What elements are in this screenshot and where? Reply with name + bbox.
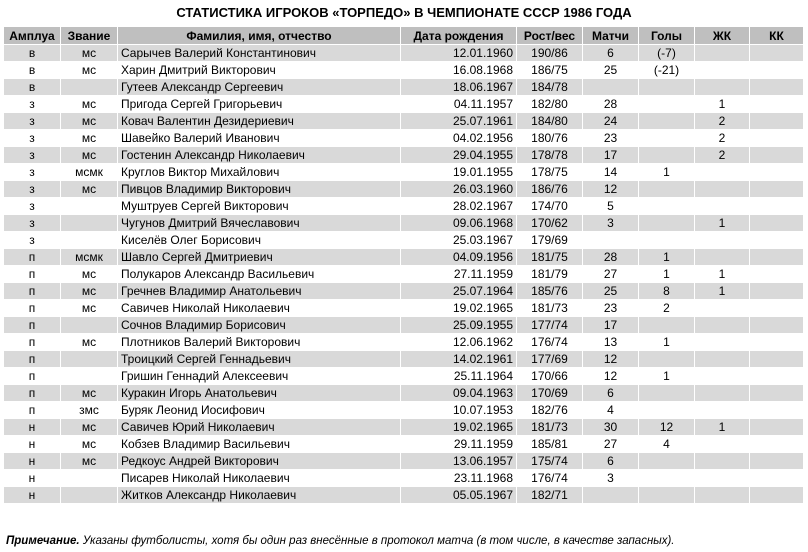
yellow-cards-cell xyxy=(695,351,750,368)
matches-cell: 25 xyxy=(583,62,639,79)
yellow-cards-cell: 1 xyxy=(695,96,750,113)
red-cards-cell xyxy=(750,79,804,96)
goals-cell: 1 xyxy=(639,334,695,351)
rank-cell: змс xyxy=(61,402,118,419)
header-birthdate: Дата рождения xyxy=(401,27,517,45)
name-cell: Писарев Николай Николаевич xyxy=(118,470,401,487)
height-weight-cell: 176/74 xyxy=(517,334,583,351)
header-row xyxy=(4,27,804,45)
goals-cell xyxy=(639,79,695,96)
yellow-cards-cell xyxy=(695,436,750,453)
table-row xyxy=(4,45,804,62)
red-cards-cell xyxy=(750,419,804,436)
rank-cell: мс xyxy=(61,419,118,436)
goals-cell: 4 xyxy=(639,436,695,453)
birthdate-cell: 27.11.1959 xyxy=(401,266,517,283)
name-cell: Троицкий Сергей Геннадьевич xyxy=(118,351,401,368)
name-cell: Пригода Сергей Григорьевич xyxy=(118,96,401,113)
yellow-cards-cell: 1 xyxy=(695,266,750,283)
goals-cell: (-7) xyxy=(639,45,695,62)
name-cell: Буряк Леонид Иосифович xyxy=(118,402,401,419)
birthdate-cell: 14.02.1961 xyxy=(401,351,517,368)
rank-cell: мс xyxy=(61,45,118,62)
matches-cell: 30 xyxy=(583,419,639,436)
rank-cell xyxy=(61,198,118,215)
table-row xyxy=(4,453,804,470)
red-cards-cell xyxy=(750,62,804,79)
role-cell: з xyxy=(4,113,61,130)
table-row xyxy=(4,334,804,351)
matches-cell: 6 xyxy=(583,45,639,62)
role-cell: в xyxy=(4,62,61,79)
birthdate-cell: 28.02.1967 xyxy=(401,198,517,215)
height-weight-cell: 176/74 xyxy=(517,470,583,487)
table-row xyxy=(4,368,804,385)
yellow-cards-cell xyxy=(695,368,750,385)
role-cell: п xyxy=(4,368,61,385)
yellow-cards-cell xyxy=(695,45,750,62)
goals-cell xyxy=(639,453,695,470)
red-cards-cell xyxy=(750,470,804,487)
header-rank: Звание xyxy=(61,27,118,45)
goals-cell: 1 xyxy=(639,249,695,266)
yellow-cards-cell xyxy=(695,453,750,470)
role-cell: н xyxy=(4,470,61,487)
matches-cell xyxy=(583,232,639,249)
matches-cell xyxy=(583,79,639,96)
red-cards-cell xyxy=(750,436,804,453)
rank-cell: мсмк xyxy=(61,249,118,266)
height-weight-cell: 184/78 xyxy=(517,79,583,96)
matches-cell: 14 xyxy=(583,164,639,181)
goals-cell: 1 xyxy=(639,368,695,385)
birthdate-cell: 12.06.1962 xyxy=(401,334,517,351)
header-matches: Матчи xyxy=(583,27,639,45)
name-cell: Харин Дмитрий Викторович xyxy=(118,62,401,79)
table-row xyxy=(4,402,804,419)
rank-cell: мс xyxy=(61,283,118,300)
red-cards-cell xyxy=(750,130,804,147)
yellow-cards-cell xyxy=(695,198,750,215)
birthdate-cell: 05.05.1967 xyxy=(401,487,517,504)
height-weight-cell: 181/73 xyxy=(517,300,583,317)
role-cell: п xyxy=(4,283,61,300)
name-cell: Редкоус Андрей Викторович xyxy=(118,453,401,470)
rank-cell: мс xyxy=(61,300,118,317)
goals-cell: 1 xyxy=(639,266,695,283)
matches-cell xyxy=(583,487,639,504)
role-cell: з xyxy=(4,198,61,215)
yellow-cards-cell: 1 xyxy=(695,419,750,436)
birthdate-cell: 04.11.1957 xyxy=(401,96,517,113)
table-row xyxy=(4,130,804,147)
goals-cell: (-21) xyxy=(639,62,695,79)
role-cell: п xyxy=(4,402,61,419)
table-row xyxy=(4,300,804,317)
goals-cell: 2 xyxy=(639,300,695,317)
matches-cell: 12 xyxy=(583,181,639,198)
red-cards-cell xyxy=(750,487,804,504)
role-cell: н xyxy=(4,487,61,504)
role-cell: п xyxy=(4,385,61,402)
goals-cell xyxy=(639,113,695,130)
yellow-cards-cell: 2 xyxy=(695,147,750,164)
table-row xyxy=(4,147,804,164)
table-body xyxy=(4,45,804,504)
height-weight-cell: 181/73 xyxy=(517,419,583,436)
red-cards-cell xyxy=(750,96,804,113)
name-cell: Гришин Геннадий Алексеевич xyxy=(118,368,401,385)
birthdate-cell: 25.11.1964 xyxy=(401,368,517,385)
birthdate-cell: 16.08.1968 xyxy=(401,62,517,79)
rank-cell: мс xyxy=(61,147,118,164)
table-row xyxy=(4,487,804,504)
header-red-cards: КК xyxy=(750,27,804,45)
matches-cell: 25 xyxy=(583,283,639,300)
birthdate-cell: 19.01.1955 xyxy=(401,164,517,181)
table-row xyxy=(4,266,804,283)
birthdate-cell: 29.04.1955 xyxy=(401,147,517,164)
yellow-cards-cell: 2 xyxy=(695,130,750,147)
height-weight-cell: 170/69 xyxy=(517,385,583,402)
matches-cell: 28 xyxy=(583,96,639,113)
birthdate-cell: 12.01.1960 xyxy=(401,45,517,62)
birthdate-cell: 09.04.1963 xyxy=(401,385,517,402)
table-row xyxy=(4,249,804,266)
goals-cell xyxy=(639,181,695,198)
table-row xyxy=(4,419,804,436)
goals-cell xyxy=(639,215,695,232)
header-height-weight: Рост/вес xyxy=(517,27,583,45)
yellow-cards-cell xyxy=(695,470,750,487)
rank-cell: мс xyxy=(61,181,118,198)
goals-cell xyxy=(639,487,695,504)
yellow-cards-cell xyxy=(695,402,750,419)
red-cards-cell xyxy=(750,283,804,300)
table-row xyxy=(4,232,804,249)
role-cell: в xyxy=(4,79,61,96)
birthdate-cell: 25.09.1955 xyxy=(401,317,517,334)
height-weight-cell: 170/62 xyxy=(517,215,583,232)
matches-cell: 6 xyxy=(583,385,639,402)
height-weight-cell: 181/75 xyxy=(517,249,583,266)
red-cards-cell xyxy=(750,249,804,266)
red-cards-cell xyxy=(750,334,804,351)
height-weight-cell: 170/66 xyxy=(517,368,583,385)
yellow-cards-cell xyxy=(695,334,750,351)
yellow-cards-cell xyxy=(695,317,750,334)
name-cell: Муштруев Сергей Викторович xyxy=(118,198,401,215)
matches-cell: 23 xyxy=(583,300,639,317)
role-cell: п xyxy=(4,266,61,283)
role-cell: з xyxy=(4,215,61,232)
red-cards-cell xyxy=(750,317,804,334)
goals-cell xyxy=(639,385,695,402)
birthdate-cell: 04.02.1956 xyxy=(401,130,517,147)
birthdate-cell: 18.06.1967 xyxy=(401,79,517,96)
rank-cell: мс xyxy=(61,130,118,147)
matches-cell: 17 xyxy=(583,317,639,334)
goals-cell: 12 xyxy=(639,419,695,436)
birthdate-cell: 25.07.1961 xyxy=(401,113,517,130)
rank-cell xyxy=(61,232,118,249)
goals-cell xyxy=(639,470,695,487)
height-weight-cell: 180/76 xyxy=(517,130,583,147)
role-cell: п xyxy=(4,300,61,317)
table-row xyxy=(4,62,804,79)
height-weight-cell: 185/81 xyxy=(517,436,583,453)
name-cell: Савичев Николай Николаевич xyxy=(118,300,401,317)
rank-cell: мс xyxy=(61,113,118,130)
role-cell: п xyxy=(4,249,61,266)
height-weight-cell: 181/79 xyxy=(517,266,583,283)
matches-cell: 3 xyxy=(583,215,639,232)
red-cards-cell xyxy=(750,198,804,215)
yellow-cards-cell xyxy=(695,249,750,266)
birthdate-cell: 25.03.1967 xyxy=(401,232,517,249)
matches-cell: 12 xyxy=(583,351,639,368)
goals-cell: 8 xyxy=(639,283,695,300)
name-cell: Полукаров Александр Васильевич xyxy=(118,266,401,283)
goals-cell xyxy=(639,198,695,215)
height-weight-cell: 178/75 xyxy=(517,164,583,181)
name-cell: Житков Александр Николаевич xyxy=(118,487,401,504)
matches-cell: 24 xyxy=(583,113,639,130)
red-cards-cell xyxy=(750,147,804,164)
red-cards-cell xyxy=(750,453,804,470)
rank-cell: мс xyxy=(61,334,118,351)
yellow-cards-cell: 1 xyxy=(695,215,750,232)
yellow-cards-cell xyxy=(695,487,750,504)
birthdate-cell: 13.06.1957 xyxy=(401,453,517,470)
name-cell: Шавейко Валерий Иванович xyxy=(118,130,401,147)
matches-cell: 17 xyxy=(583,147,639,164)
red-cards-cell xyxy=(750,181,804,198)
role-cell: з xyxy=(4,147,61,164)
role-cell: н xyxy=(4,436,61,453)
red-cards-cell xyxy=(750,351,804,368)
role-cell: з xyxy=(4,181,61,198)
name-cell: Гречнев Владимир Анатольевич xyxy=(118,283,401,300)
height-weight-cell: 182/71 xyxy=(517,487,583,504)
name-cell: Сарычев Валерий Константинович xyxy=(118,45,401,62)
matches-cell: 13 xyxy=(583,334,639,351)
role-cell: з xyxy=(4,96,61,113)
height-weight-cell: 184/80 xyxy=(517,113,583,130)
table-row xyxy=(4,351,804,368)
matches-cell: 12 xyxy=(583,368,639,385)
yellow-cards-cell: 2 xyxy=(695,113,750,130)
red-cards-cell xyxy=(750,385,804,402)
table-row xyxy=(4,317,804,334)
goals-cell xyxy=(639,130,695,147)
table-row xyxy=(4,79,804,96)
birthdate-cell: 29.11.1959 xyxy=(401,436,517,453)
header-goals: Голы xyxy=(639,27,695,45)
birthdate-cell: 25.07.1964 xyxy=(401,283,517,300)
rank-cell: мс xyxy=(61,62,118,79)
yellow-cards-cell xyxy=(695,181,750,198)
rank-cell xyxy=(61,317,118,334)
goals-cell: 1 xyxy=(639,164,695,181)
rank-cell xyxy=(61,351,118,368)
name-cell: Чугунов Дмитрий Вячеславович xyxy=(118,215,401,232)
player-stats-table xyxy=(3,26,804,504)
rank-cell xyxy=(61,470,118,487)
red-cards-cell xyxy=(750,300,804,317)
red-cards-cell xyxy=(750,266,804,283)
matches-cell: 27 xyxy=(583,266,639,283)
footnote-text: Указаны футболисты, хотя бы один раз внесённые в протокол матча (в том числе, в качестве запасных). xyxy=(82,535,675,547)
goals-cell xyxy=(639,351,695,368)
table-row xyxy=(4,164,804,181)
page-title: СТАТИСТИКА ИГРОКОВ «ТОРПЕДО» В ЧЕМПИОНАТЕ СССР 1986 ГОДА xyxy=(176,5,632,20)
table-row xyxy=(4,113,804,130)
goals-cell xyxy=(639,317,695,334)
name-cell: Кобзев Владимир Васильевич xyxy=(118,436,401,453)
yellow-cards-cell xyxy=(695,62,750,79)
red-cards-cell xyxy=(750,402,804,419)
table-row xyxy=(4,436,804,453)
matches-cell: 5 xyxy=(583,198,639,215)
height-weight-cell: 177/74 xyxy=(517,317,583,334)
matches-cell: 6 xyxy=(583,453,639,470)
birthdate-cell: 26.03.1960 xyxy=(401,181,517,198)
rank-cell: мсмк xyxy=(61,164,118,181)
red-cards-cell xyxy=(750,368,804,385)
height-weight-cell: 175/74 xyxy=(517,453,583,470)
matches-cell: 3 xyxy=(583,470,639,487)
goals-cell xyxy=(639,402,695,419)
rank-cell: мс xyxy=(61,266,118,283)
rank-cell: мс xyxy=(61,96,118,113)
footnote xyxy=(6,533,675,549)
yellow-cards-cell xyxy=(695,79,750,96)
table-row xyxy=(4,96,804,113)
rank-cell xyxy=(61,368,118,385)
name-cell: Сочнов Владимир Борисович xyxy=(118,317,401,334)
birthdate-cell: 23.11.1968 xyxy=(401,470,517,487)
name-cell: Гостенин Александр Николаевич xyxy=(118,147,401,164)
goals-cell xyxy=(639,232,695,249)
red-cards-cell xyxy=(750,232,804,249)
matches-cell: 28 xyxy=(583,249,639,266)
role-cell: в xyxy=(4,45,61,62)
table-row xyxy=(4,385,804,402)
header-yellow-cards: ЖК xyxy=(695,27,750,45)
rank-cell: мс xyxy=(61,436,118,453)
table-row xyxy=(4,283,804,300)
rank-cell: мс xyxy=(61,385,118,402)
header-role: Амплуа xyxy=(4,27,61,45)
role-cell: н xyxy=(4,419,61,436)
goals-cell xyxy=(639,147,695,164)
table-row xyxy=(4,215,804,232)
height-weight-cell: 182/80 xyxy=(517,96,583,113)
height-weight-cell: 186/76 xyxy=(517,181,583,198)
header-name: Фамилия, имя, отчество xyxy=(118,27,401,45)
birthdate-cell: 04.09.1956 xyxy=(401,249,517,266)
height-weight-cell: 179/69 xyxy=(517,232,583,249)
name-cell: Пивцов Владимир Викторович xyxy=(118,181,401,198)
height-weight-cell: 178/78 xyxy=(517,147,583,164)
height-weight-cell: 182/76 xyxy=(517,402,583,419)
height-weight-cell: 186/75 xyxy=(517,62,583,79)
yellow-cards-cell xyxy=(695,164,750,181)
yellow-cards-cell: 1 xyxy=(695,283,750,300)
red-cards-cell xyxy=(750,45,804,62)
birthdate-cell: 10.07.1953 xyxy=(401,402,517,419)
matches-cell: 4 xyxy=(583,402,639,419)
height-weight-cell: 190/86 xyxy=(517,45,583,62)
birthdate-cell: 09.06.1968 xyxy=(401,215,517,232)
name-cell: Круглов Виктор Михайлович xyxy=(118,164,401,181)
name-cell: Плотников Валерий Викторович xyxy=(118,334,401,351)
height-weight-cell: 177/69 xyxy=(517,351,583,368)
goals-cell xyxy=(639,96,695,113)
height-weight-cell: 185/76 xyxy=(517,283,583,300)
height-weight-cell: 174/70 xyxy=(517,198,583,215)
yellow-cards-cell xyxy=(695,385,750,402)
table-row xyxy=(4,198,804,215)
yellow-cards-cell xyxy=(695,300,750,317)
red-cards-cell xyxy=(750,215,804,232)
name-cell: Савичев Юрий Николаевич xyxy=(118,419,401,436)
matches-cell: 27 xyxy=(583,436,639,453)
yellow-cards-cell xyxy=(695,232,750,249)
rank-cell xyxy=(61,215,118,232)
role-cell: п xyxy=(4,351,61,368)
role-cell: н xyxy=(4,453,61,470)
name-cell: Киселёв Олег Борисович xyxy=(118,232,401,249)
name-cell: Шавло Сергей Дмитриевич xyxy=(118,249,401,266)
red-cards-cell xyxy=(750,113,804,130)
rank-cell xyxy=(61,79,118,96)
name-cell: Ковач Валентин Дезидериевич xyxy=(118,113,401,130)
role-cell: з xyxy=(4,164,61,181)
matches-cell: 23 xyxy=(583,130,639,147)
role-cell: п xyxy=(4,317,61,334)
role-cell: п xyxy=(4,334,61,351)
red-cards-cell xyxy=(750,164,804,181)
role-cell: з xyxy=(4,232,61,249)
birthdate-cell: 19.02.1965 xyxy=(401,300,517,317)
rank-cell: мс xyxy=(61,453,118,470)
name-cell: Куракин Игорь Анатольевич xyxy=(118,385,401,402)
footnote-label: Примечание. xyxy=(6,535,80,547)
rank-cell xyxy=(61,487,118,504)
role-cell: з xyxy=(4,130,61,147)
birthdate-cell: 19.02.1965 xyxy=(401,419,517,436)
table-row xyxy=(4,181,804,198)
name-cell: Гутеев Александр Сергеевич xyxy=(118,79,401,96)
table-row xyxy=(4,470,804,487)
